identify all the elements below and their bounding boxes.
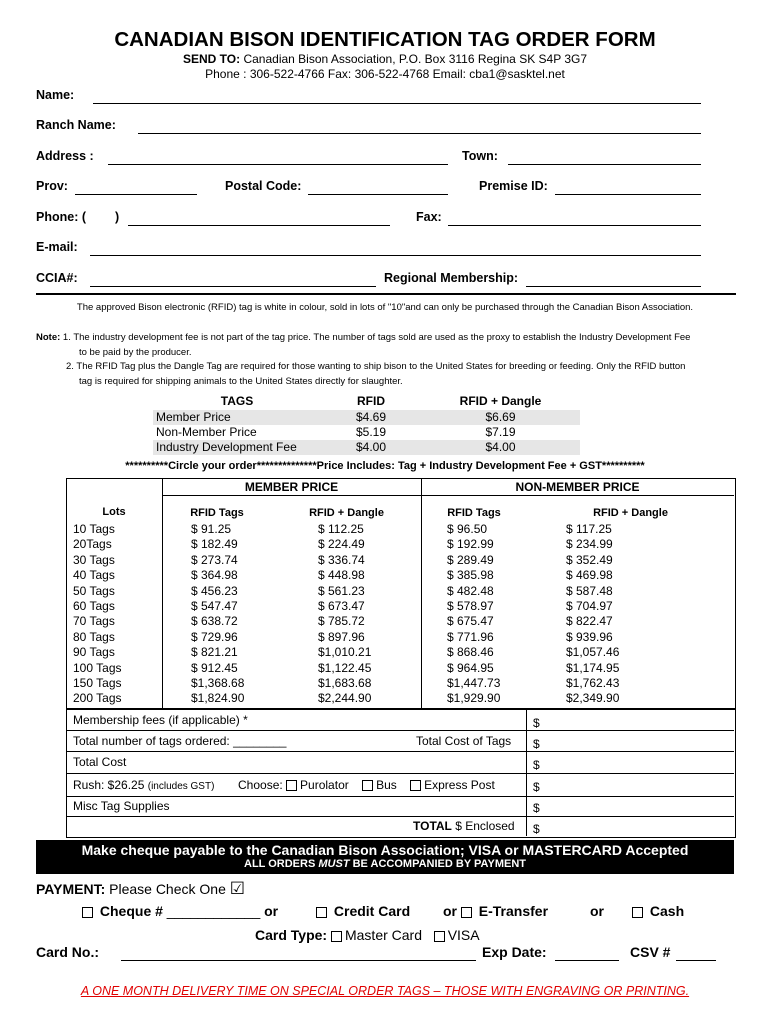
nonmember-rfid-column: [447, 522, 500, 707]
regional-field[interactable]: [526, 286, 701, 287]
lot-cell[interactable]: 40 Tags: [73, 568, 115, 583]
note-1a: 1. The industry development fee is not part of the tag price. The number of tags sold are used as the proxy to establish the Industry Development Fee: [62, 332, 691, 343]
dollar-tags[interactable]: $: [533, 737, 540, 751]
postal-label: Postal Code:: [225, 179, 302, 193]
purolator-checkbox[interactable]: [286, 780, 297, 791]
express-label: Express Post: [424, 778, 495, 792]
phone-close: ): [115, 210, 120, 224]
card-no-field[interactable]: [121, 960, 476, 961]
nonmember-rfid-cell[interactable]: $ 192.99: [447, 537, 494, 552]
nonmember-dangle-cell[interactable]: $1,174.95: [566, 660, 620, 675]
banner-line2-a: ALL ORDERS: [244, 858, 316, 870]
credit-label: Credit Card: [333, 903, 411, 919]
member-dangle-cell[interactable]: $ 224.49: [318, 537, 365, 552]
nonmember-rfid-cell[interactable]: $ 868.46: [447, 645, 494, 660]
member-rfid-cell[interactable]: $ 182.49: [191, 537, 238, 552]
grid-line: [162, 495, 734, 496]
lot-cell[interactable]: 70 Tags: [73, 614, 115, 629]
nonmember-dangle-cell[interactable]: $ 234.99: [566, 537, 613, 552]
csv-field[interactable]: [676, 960, 716, 961]
town-label: Town:: [462, 149, 498, 163]
nonmember-rfid-cell[interactable]: $ 482.48: [447, 583, 494, 598]
banner-line2-b: MUST: [318, 858, 350, 870]
grid-line: [66, 796, 734, 797]
member-dangle-cell[interactable]: $ 336.74: [318, 552, 365, 567]
contact-line: Phone : 306-522-4766 Fax: 306-522-4768 Email: cba1@sasktel.net: [205, 67, 565, 81]
exp-field[interactable]: [555, 960, 619, 961]
prov-label: Prov:: [36, 179, 68, 193]
price-row-nonmember-rfid: $5.19: [355, 425, 387, 439]
grid-line: [66, 816, 734, 817]
price-row-idf-dangle: $4.00: [485, 440, 516, 454]
credit-option[interactable]: [316, 903, 410, 919]
circle-order-line: **********Circle your order**************Price Includes: Tag + Industry Development Fee + GST**********: [125, 460, 645, 472]
express-checkbox[interactable]: [410, 780, 421, 791]
grid-line: [66, 751, 734, 752]
banner-line1: Make cheque payable to the Canadian Bison Association; VISA or MASTERCARD Accepted: [81, 842, 689, 858]
enclosed-label: $ Enclosed: [455, 819, 515, 833]
nonmember-dangle-cell[interactable]: $1,762.43: [566, 676, 620, 691]
member-dangle-cell[interactable]: $ 673.47: [318, 599, 365, 614]
nonmember-dangle-cell[interactable]: $ 704.97: [566, 599, 613, 614]
lot-cell[interactable]: 150 Tags: [73, 676, 122, 691]
banner-line2: [36, 858, 734, 870]
rush-note: (includes GST): [147, 781, 215, 792]
town-field[interactable]: [508, 164, 701, 165]
member-rfid-cell[interactable]: $ 912.45: [191, 660, 238, 675]
ccia-label: CCIA#:: [36, 271, 78, 285]
nonmember-price-header: NON-MEMBER PRICE: [515, 480, 640, 494]
total-label: TOTAL: [413, 819, 452, 833]
member-dangle-cell[interactable]: $ 448.98: [318, 568, 365, 583]
lot-cell[interactable]: 90 Tags: [73, 645, 115, 660]
note-2a: 2. The RFID Tag plus the Dangle Tag are required for those wanting to ship bison to the United States for breeding or feeding. Only the RFID button: [66, 361, 686, 372]
notes-block: [36, 331, 746, 389]
nonmember-rfid-cell[interactable]: $ 964.95: [447, 660, 494, 675]
lot-cell[interactable]: 50 Tags: [73, 583, 115, 598]
form-title: CANADIAN BISON IDENTIFICATION TAG ORDER FORM: [114, 28, 656, 51]
card-type-row: [255, 927, 480, 943]
nonmember-dangle-cell[interactable]: $ 939.96: [566, 629, 613, 644]
nonmember-dangle-header: RFID + Dangle: [593, 507, 668, 519]
send-to-label: SEND TO:: [182, 52, 241, 66]
premise-field[interactable]: [555, 194, 701, 195]
payment-label: PAYMENT:: [36, 881, 106, 897]
payment-banner: [36, 840, 734, 874]
ccia-field[interactable]: [90, 286, 376, 287]
member-dangle-cell[interactable]: $ 561.23: [318, 583, 365, 598]
checkmark-icon: ☑: [229, 879, 245, 898]
cash-checkbox[interactable]: [632, 907, 643, 918]
member-dangle-cell[interactable]: $1,683.68: [318, 676, 372, 691]
price-row-idf-label: Industry Development Fee: [156, 440, 297, 454]
member-dangle-cell[interactable]: $ 785.72: [318, 614, 365, 629]
total-cost-tags-label: Total Cost of Tags: [416, 734, 512, 748]
address-label: Address :: [36, 149, 94, 163]
member-dangle-cell[interactable]: $ 897.96: [318, 629, 365, 644]
or-3: or: [590, 903, 604, 919]
prov-field[interactable]: [75, 194, 197, 195]
credit-checkbox[interactable]: [316, 907, 327, 918]
member-rfid-cell[interactable]: $ 456.23: [191, 583, 238, 598]
name-field[interactable]: [93, 103, 701, 104]
nonmember-dangle-cell[interactable]: $ 469.98: [566, 568, 613, 583]
member-dangle-column: [318, 522, 371, 707]
dollar-total[interactable]: $: [533, 758, 540, 772]
etransfer-option[interactable]: [443, 903, 548, 919]
nonmember-dangle-cell[interactable]: $ 587.48: [566, 583, 613, 598]
nonmember-rfid-header: RFID Tags: [447, 507, 501, 519]
payment-row: [36, 879, 245, 899]
etransfer-checkbox[interactable]: [461, 907, 472, 918]
mastercard-label: Master Card: [344, 927, 423, 943]
nonmember-rfid-cell[interactable]: $ 771.96: [447, 629, 494, 644]
choose-text: Choose:: [238, 778, 283, 792]
or-1: or: [264, 903, 279, 919]
purolator-label: Purolator: [300, 778, 349, 792]
member-rfid-cell[interactable]: $ 91.25: [191, 522, 232, 536]
nonmember-dangle-column: [566, 522, 619, 707]
lots-header: Lots: [102, 506, 126, 518]
dollar-misc[interactable]: $: [533, 801, 540, 815]
membership-label: Membership fees (if applicable) *: [73, 713, 248, 727]
lot-cell[interactable]: 10 Tags: [73, 522, 115, 536]
banner-line2-c: BE ACCOMPANIED BY PAYMENT: [352, 858, 526, 870]
note-label: Note:: [36, 332, 61, 343]
nonmember-dangle-cell[interactable]: $ 117.25: [566, 522, 612, 536]
total-enclosed: [413, 819, 515, 834]
address-field[interactable]: [108, 164, 448, 165]
total-cost-label: Total Cost: [73, 755, 127, 769]
lots-column: [73, 522, 122, 707]
payment-instruction: Please Check One: [109, 881, 226, 897]
nonmember-dangle-cell[interactable]: $2,349.90: [566, 691, 620, 706]
member-rfid-cell[interactable]: $ 821.21: [191, 645, 238, 660]
dollar-enclosed[interactable]: $: [533, 822, 540, 836]
regional-label: Regional Membership:: [384, 271, 519, 285]
member-dangle-cell[interactable]: $2,244.90: [318, 691, 372, 706]
note-1b: to be paid by the producer.: [79, 346, 192, 358]
send-to-address: Canadian Bison Association, P.O. Box 3116 Regina SK S4P 3G7: [243, 52, 588, 66]
member-rfid-cell[interactable]: $ 729.96: [191, 629, 238, 644]
lot-cell[interactable]: 30 Tags: [73, 552, 115, 567]
choose-label: [238, 778, 495, 793]
member-dangle-cell[interactable]: $1,122.45: [318, 660, 372, 675]
price-table: [153, 394, 580, 456]
dollar-membership[interactable]: $: [533, 716, 540, 730]
price-header-rfid: RFID: [357, 394, 385, 408]
delivery-notice: A ONE MONTH DELIVERY TIME ON SPECIAL ORDER TAGS – THOSE WITH ENGRAVING OR PRINTING.: [80, 984, 690, 998]
mastercard-checkbox[interactable]: [331, 931, 342, 942]
price-row-member-rfid: $4.69: [355, 410, 387, 424]
ranch-field[interactable]: [138, 133, 701, 134]
member-rfid-column: [191, 522, 244, 707]
cheque-checkbox[interactable]: [82, 907, 93, 918]
csv-label: CSV #: [630, 944, 671, 960]
divider: [36, 293, 736, 295]
postal-field[interactable]: [308, 194, 448, 195]
note-2b: tag is required for shipping animals to the United States directly for slaughter.: [79, 375, 403, 387]
premise-label: Premise ID:: [479, 179, 548, 193]
lot-cell[interactable]: 200 Tags: [73, 691, 122, 706]
visa-label: VISA: [447, 927, 480, 943]
or-2: or: [443, 903, 457, 919]
bus-checkbox[interactable]: [362, 780, 373, 791]
cheque-label: Cheque #: [99, 903, 163, 919]
member-dangle-header: RFID + Dangle: [309, 507, 384, 519]
dollar-rush[interactable]: $: [533, 780, 540, 794]
nonmember-rfid-cell[interactable]: $1,447.73: [447, 676, 501, 691]
member-rfid-cell[interactable]: $1,368.68: [191, 676, 245, 691]
rush-label: [73, 778, 214, 794]
lot-cell[interactable]: 80 Tags: [73, 629, 115, 644]
cash-option[interactable]: [632, 903, 684, 919]
fax-label: Fax:: [416, 210, 442, 224]
price-row-member-label: Member Price: [156, 410, 231, 424]
lot-cell[interactable]: 20Tags: [73, 537, 112, 552]
nonmember-rfid-cell[interactable]: $ 578.97: [447, 599, 494, 614]
nonmember-rfid-cell[interactable]: $ 675.47: [447, 614, 494, 629]
rush-price: Rush: $26.25: [73, 778, 145, 792]
fax-field[interactable]: [448, 225, 701, 226]
grid-line: [66, 730, 734, 731]
member-rfid-cell[interactable]: $ 273.74: [191, 552, 238, 567]
send-to-line: [0, 52, 770, 66]
member-rfid-cell[interactable]: $ 547.47: [191, 599, 238, 614]
name-label: Name:: [36, 88, 75, 102]
lot-cell[interactable]: 60 Tags: [73, 599, 115, 614]
member-dangle-cell[interactable]: $ 112.25: [318, 522, 364, 536]
nonmember-rfid-cell[interactable]: $1,929.90: [447, 691, 501, 706]
cheque-number-field[interactable]: ____________: [166, 903, 261, 919]
rfid-notice: The approved Bison electronic (RFID) tag is white in colour, sold in lots of "10"and can only be purchased through the Canadian Bison Association.: [76, 302, 694, 313]
exp-label: Exp Date:: [482, 944, 547, 960]
bus-label: Bus: [376, 778, 397, 792]
price-row-nonmember-label: Non-Member Price: [156, 425, 257, 439]
card-type-label: Card Type:: [255, 927, 328, 943]
cheque-option[interactable]: [82, 903, 278, 919]
nonmember-rfid-cell[interactable]: $ 96.50: [447, 522, 488, 536]
member-rfid-cell[interactable]: $1,824.90: [191, 691, 245, 706]
nonmember-dangle-cell[interactable]: $1,057.46: [566, 645, 620, 660]
member-rfid-header: RFID Tags: [190, 507, 244, 519]
etransfer-label: E-Transfer: [478, 903, 549, 919]
card-no-label: Card No.:: [36, 944, 99, 960]
price-header-tags: TAGS: [220, 394, 254, 408]
nonmember-dangle-cell[interactable]: $ 822.47: [566, 614, 613, 629]
member-dangle-cell[interactable]: $1,010.21: [318, 645, 372, 660]
nonmember-rfid-cell[interactable]: $ 385.98: [447, 568, 494, 583]
grid-line: [66, 773, 734, 774]
member-rfid-cell[interactable]: $ 364.98: [191, 568, 238, 583]
num-tags-label[interactable]: Total number of tags ordered: ________: [73, 734, 287, 748]
price-row-member-dangle: $6.69: [485, 410, 516, 424]
misc-label: Misc Tag Supplies: [73, 799, 170, 813]
phone-label: Phone: (: [36, 210, 86, 224]
price-row-nonmember-dangle: $7.19: [485, 425, 516, 439]
lot-cell[interactable]: 100 Tags: [73, 660, 122, 675]
email-field[interactable]: [90, 255, 701, 256]
member-price-header: MEMBER PRICE: [244, 480, 339, 494]
nonmember-dangle-cell[interactable]: $ 352.49: [566, 552, 613, 567]
member-rfid-cell[interactable]: $ 638.72: [191, 614, 238, 629]
cash-label: Cash: [649, 903, 685, 919]
price-row-idf-rfid: $4.00: [355, 440, 387, 454]
phone-field[interactable]: [128, 225, 390, 226]
price-header-dangle: RFID + Dangle: [459, 394, 542, 408]
email-label: E-mail:: [36, 240, 78, 254]
nonmember-rfid-cell[interactable]: $ 289.49: [447, 552, 494, 567]
visa-checkbox[interactable]: [434, 931, 445, 942]
ranch-label: Ranch Name:: [36, 118, 116, 132]
